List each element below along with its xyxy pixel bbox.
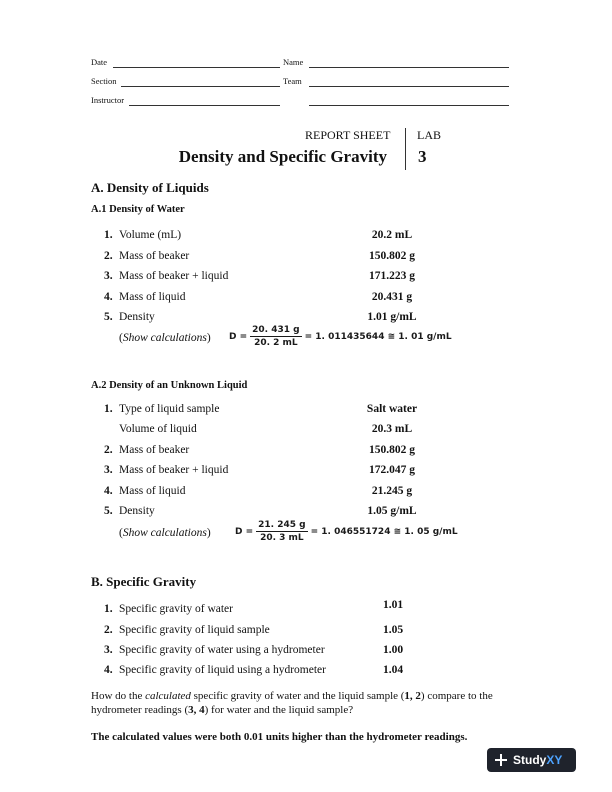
plus-icon (495, 754, 507, 766)
item-value: 1.05 (382, 624, 404, 636)
item-label: Mass of liquid (119, 485, 186, 497)
date-name-row (91, 55, 521, 71)
formula-rhs: = 1. 046551724 ≅ 1. 05 g/mL (310, 526, 458, 537)
show-calc-label: Show calculations (122, 332, 207, 344)
formula-denominator: 20. 3 mL (260, 533, 304, 543)
item-number: 1. (104, 229, 113, 241)
section-b-heading: B. Specific Gravity (91, 574, 197, 589)
item-value: Salt water (366, 403, 418, 415)
a1-heading: A.1 Density of Water (91, 204, 185, 215)
item-number: 3. (104, 464, 113, 476)
item-number: 1. (104, 603, 113, 615)
comparison-answer: The calculated values were both 0.01 units higher than the hydrometer readings. (91, 731, 468, 743)
item-number: 1. (104, 403, 113, 415)
item-value: 150.802 g (369, 250, 415, 262)
formula-lhs: D = (229, 331, 248, 342)
item-value: 150.802 g (369, 444, 415, 456)
name-line (309, 67, 509, 68)
item-label: Specific gravity of water (119, 603, 233, 615)
section-team-row (91, 74, 521, 90)
report-sheet-label: REPORT SHEET (305, 128, 391, 142)
item-label: Specific gravity of water using a hydrometer (119, 644, 325, 656)
brand-main: Study (513, 753, 547, 767)
item-value: 1.00 (382, 644, 404, 656)
item-label: Specific gravity of liquid using a hydrometer (119, 664, 326, 676)
date-line (113, 67, 280, 68)
formula-rhs: = 1. 011435644 ≅ 1. 01 g/mL (304, 331, 452, 342)
formula-denominator: 20. 2 mL (254, 338, 298, 348)
brand-accent: XY (546, 753, 563, 767)
item-number: 2. (104, 624, 113, 636)
item-number: 4. (104, 291, 113, 303)
instructor-row (91, 93, 521, 109)
item-value: 1.04 (382, 664, 404, 676)
section-line (121, 86, 280, 87)
formula-numerator: 20. 431 g (252, 325, 300, 335)
section-label: Section (91, 76, 117, 86)
report-divider (405, 128, 406, 170)
date-label: Date (91, 57, 108, 67)
item-label: Density (119, 505, 155, 517)
item-value: 20.2 mL (371, 229, 413, 241)
team-line (309, 86, 509, 87)
item-value: 172.047 g (369, 464, 415, 476)
formula-lhs: D = (235, 526, 254, 537)
team-label: Team (283, 76, 302, 86)
item-value: 171.223 g (369, 270, 415, 282)
a2-heading: A.2 Density of an Unknown Liquid (91, 380, 248, 391)
item-number: 3. (104, 644, 113, 656)
lab-label: LAB (417, 128, 441, 142)
instructor-label: Instructor (91, 95, 125, 105)
item-value: 20.3 mL (371, 423, 413, 435)
item-number: 3. (104, 270, 113, 282)
item-number: 2. (104, 444, 113, 456)
comparison-question: How do the calculated specific gravity of water and the liquid sample (1, 2) compare to the hydrometer readings (3, 4) for water and the liquid sample? (91, 690, 493, 716)
section-a-heading: A. Density of Liquids (91, 180, 209, 195)
item-label: Volume (mL) (119, 229, 182, 241)
formula-fraction (250, 325, 301, 348)
item-number: 4. (104, 664, 113, 676)
item-value: 20.431 g (371, 291, 413, 303)
lab-number: 3 (418, 147, 427, 166)
item-value: 21.245 g (371, 485, 413, 497)
item-value: 1.05 g/mL (367, 505, 417, 517)
item-label: Density (119, 311, 155, 323)
studyxy-badge[interactable] (487, 748, 576, 772)
item-label: Type of liquid sample (119, 403, 220, 415)
a2-density-formula (235, 520, 458, 543)
item-value: 1.01 g/mL (367, 311, 417, 323)
item-label: Specific gravity of liquid sample (119, 624, 270, 636)
item-label: Volume of liquid (119, 423, 197, 435)
formula-numerator: 21. 245 g (258, 520, 306, 530)
a1-density-formula (229, 325, 452, 348)
item-label: Mass of beaker + liquid (119, 464, 229, 476)
item-label: Mass of beaker (119, 444, 190, 456)
item-number: 5. (104, 505, 113, 517)
item-label: Mass of beaker (119, 250, 190, 262)
item-number: 5. (104, 311, 113, 323)
page-title: Density and Specific Gravity (178, 147, 387, 166)
instructor-line (129, 105, 280, 106)
item-number: 2. (104, 250, 113, 262)
item-label: Mass of beaker + liquid (119, 270, 229, 282)
item-value: 1.01 (382, 599, 404, 611)
item-number: 4. (104, 485, 113, 497)
show-calc-label: Show calculations (122, 527, 207, 539)
extra-line (309, 105, 509, 106)
formula-fraction (256, 520, 307, 543)
item-label: Mass of liquid (119, 291, 186, 303)
name-label: Name (283, 57, 304, 67)
